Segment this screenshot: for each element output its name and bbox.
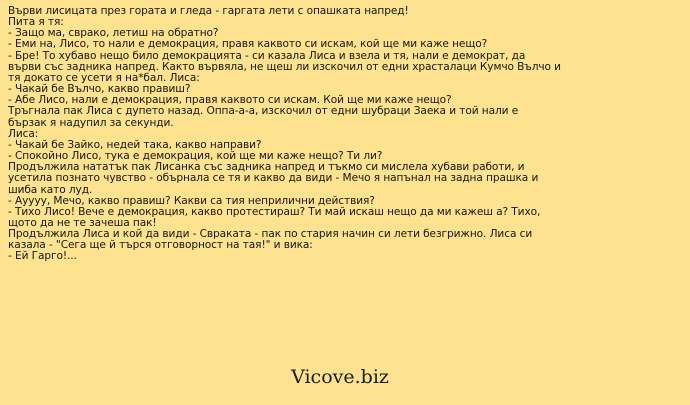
joke-line: - Абе Лисо, нали е демокрация, правя каквото си искам. Кой ще ми каже нещо?	[8, 94, 452, 107]
joke-line: - Тихо Лисо! Вече е демокрация, какво протестираш? Ти май искаш нещо да ми кажеш а? Тихо,	[8, 205, 541, 218]
joke-line: върви със задника напред. Както вървяла, не щеш ли изскочил от едни храсталаци Кумчо Вълчо и	[8, 60, 561, 73]
joke-line: щото да не те зачеша пак!	[8, 216, 157, 229]
joke-line: - Чакай бе Вълчо, какво правиш?	[8, 83, 191, 96]
joke-line: Върви лисицата през гората и гледа - гаргата лети с опашката напред!	[8, 5, 409, 17]
joke-line: - Спокойно Лисо, тука е демокрация, кой ще ми каже нещо? Ти ли?	[8, 150, 383, 163]
joke-line: Лиса:	[8, 127, 39, 140]
joke-line: - Бре! То хубаво нещо било демокрацията - си казала Лиса и взела и тя, нали е демократ, да	[8, 49, 526, 62]
joke-line: бързак я надупил за секунди.	[8, 116, 174, 129]
joke-line: Тръгнала пак Лиса с дупето назад. Оппа-а-а, изскочил от едни шубраци Заека и той нали е	[8, 105, 519, 118]
joke-line: - Защо ма, сврако, летиш на обратно?	[8, 27, 219, 40]
joke-line: усетила познато чувство - обърнала се тя и какво да види - Мечо я напънал на задна прашка и	[8, 172, 539, 185]
joke-text	[8, 6, 686, 263]
joke-line: - Ей Гарго!...	[8, 250, 77, 263]
joke-line: шиба като луд.	[8, 183, 93, 196]
joke-line: тя докато се усети я на*бал. Лиса:	[8, 71, 200, 84]
joke-line: - Чакай бе Зайко, недей така, какво направи?	[8, 138, 262, 151]
joke-line: казала - "Сега ще й търся отговорност на тая!" и вика:	[8, 239, 313, 252]
joke-line: Пита я тя:	[8, 16, 64, 29]
joke-line: - Ауууу, Мечо, какво правиш? Какви са тия неприлични действия?	[8, 194, 375, 207]
site-watermark: Vicove.biz	[291, 366, 389, 388]
joke-line: Продължила нататък пак Лисанка със задника напред и тъкмо си мислела хубави работи, и	[8, 161, 525, 174]
joke-line: Продължила Лиса и кой да види - Свраката - пак по стария начин си лети безгрижно. Лиса си	[8, 228, 533, 241]
joke-line: - Еми на, Лисо, то нали е демокрация, правя каквото си искам, кой ще ми каже нещо?	[8, 38, 488, 51]
